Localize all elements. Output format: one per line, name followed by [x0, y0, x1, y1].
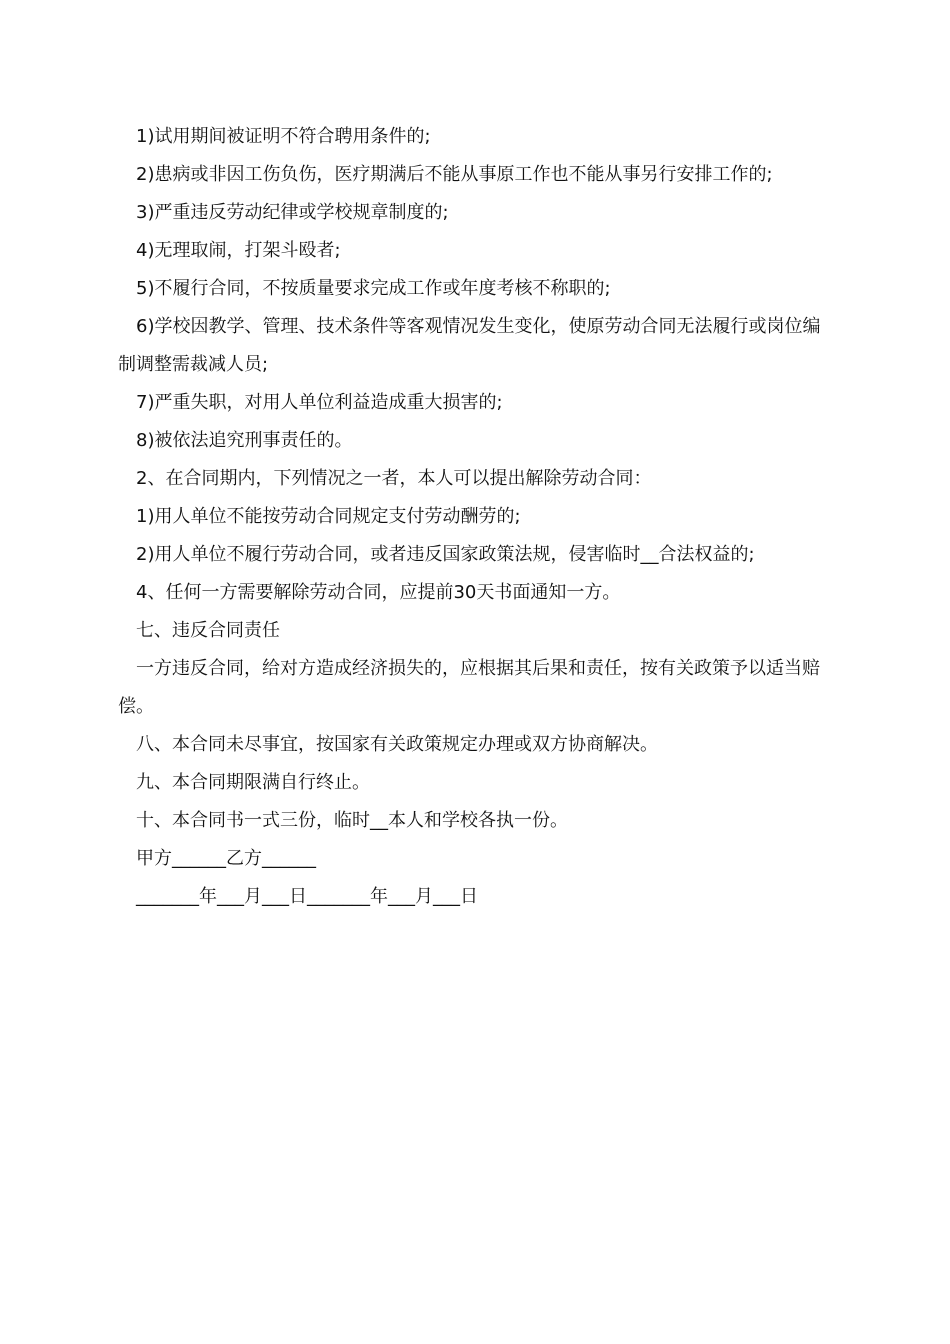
clause-nonperformance: 5)不履行合同，不按质量要求完成工作或年度考核不称职的;: [136, 278, 611, 299]
clause-employer-breach: 2)用人单位不履行劳动合同，或者违反国家政策法规，侵害临时__合法权益的;: [136, 544, 755, 565]
clause-objective-change: 6)学校因教学、管理、技术条件等客观情况发生变化，使原劳动合同无法履行或岗位编制调整需裁减人员;: [118, 316, 821, 375]
document-body: [118, 118, 833, 916]
section-eight: 八、本合同未尽事宜，按国家有关政策规定办理或双方协商解决。: [136, 734, 658, 755]
clause-misconduct: 4)无理取闹，打架斗殴者;: [136, 240, 341, 261]
section-nine: 九、本合同期限满自行终止。: [136, 772, 370, 793]
clause-notice-period: 4、任何一方需要解除劳动合同，应提前30天书面通知一方。: [136, 582, 621, 603]
clause-illness-injury: 2)患病或非因工伤负伤，医疗期满后不能从事原工作也不能从事另行安排工作的;: [136, 164, 773, 185]
clause-compensation: 一方违反合同，给对方造成经济损失的，应根据其后果和责任，按有关政策予以适当赔偿。: [118, 658, 820, 717]
section-breach-liability-heading: 七、违反合同责任: [136, 620, 280, 641]
clause-dereliction: 7)严重失职，对用人单位利益造成重大损害的;: [136, 392, 503, 413]
clause-trial-period: 1)试用期间被证明不符合聘用条件的;: [136, 126, 431, 147]
clause-discipline-violation: 3)严重违反劳动纪律或学校规章制度的;: [136, 202, 449, 223]
clause-criminal-liability: 8)被依法追究刑事责任的。: [136, 430, 353, 451]
clause-unpaid-wages: 1)用人单位不能按劳动合同规定支付劳动酬劳的;: [136, 506, 521, 527]
section-ten: 十、本合同书一式三份，临时__本人和学校各执一份。: [136, 810, 568, 831]
signature-dates: _______年___月___日_______年___月___日: [136, 886, 478, 907]
clause-employee-termination-heading: 2、在合同期内，下列情况之一者，本人可以提出解除劳动合同：: [136, 468, 652, 489]
signature-parties: 甲方______乙方______: [136, 848, 316, 869]
